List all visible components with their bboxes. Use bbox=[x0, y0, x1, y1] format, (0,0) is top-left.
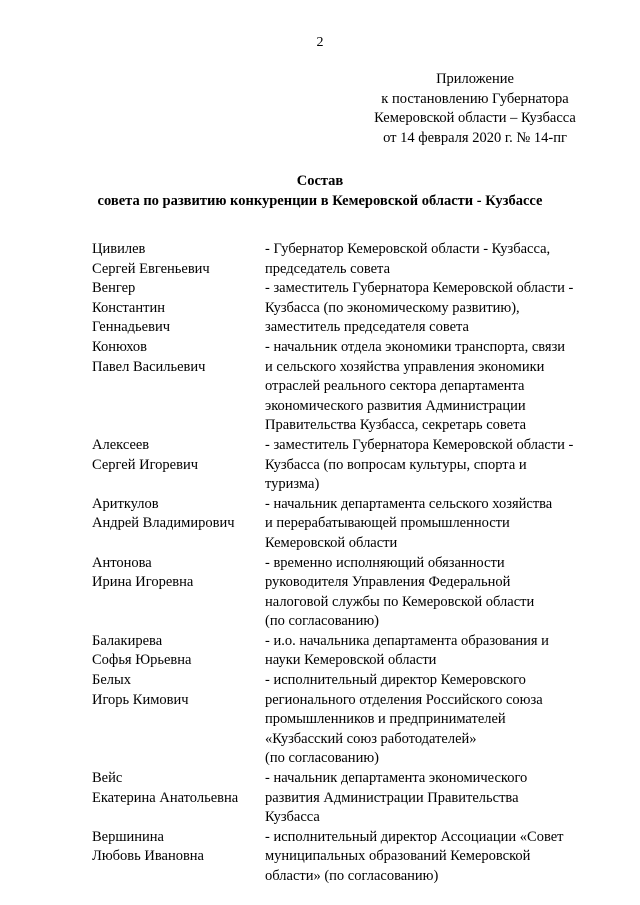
member-role-line: - временно исполняющий обязанности bbox=[265, 554, 505, 571]
member-role-line: развития Администрации Правительства bbox=[265, 789, 519, 806]
member-role bbox=[265, 554, 605, 632]
member-role bbox=[265, 240, 605, 279]
title-line-1: Состав bbox=[296, 173, 344, 189]
member-role bbox=[265, 436, 605, 495]
member-role bbox=[265, 279, 605, 338]
member-role-line: - и.о. начальника департамента образования и bbox=[265, 632, 549, 649]
member-role-line: заместитель председателя совета bbox=[265, 319, 469, 336]
member-role-line: отраслей реального сектора департамента bbox=[265, 378, 525, 395]
member-role bbox=[265, 495, 605, 554]
page-number: 2 bbox=[316, 35, 324, 50]
member-name-line: Ариткулов bbox=[92, 495, 159, 512]
member-role bbox=[265, 769, 605, 828]
member-row bbox=[92, 240, 612, 279]
member-role-line: - начальник департамента сельского хозяйства bbox=[265, 495, 553, 512]
member-name bbox=[92, 554, 265, 632]
member-name-line: Балакирева bbox=[92, 632, 163, 649]
member-name-line: Конюхов bbox=[92, 338, 148, 355]
member-name-line: Вейс bbox=[92, 770, 123, 787]
member-name bbox=[92, 828, 265, 887]
member-name bbox=[92, 436, 265, 495]
member-name-line: Павел Васильевич bbox=[92, 358, 206, 375]
member-role-line: налоговой службы по Кемеровской области bbox=[265, 593, 535, 610]
member-role-line: - заместитель Губернатора Кемеровской области - bbox=[265, 436, 574, 453]
member-name-line: Алексеев bbox=[92, 436, 150, 453]
member-role-line: - начальник департамента экономического bbox=[265, 770, 528, 787]
member-role-line: и сельского хозяйства управления экономики bbox=[265, 358, 545, 375]
member-name bbox=[92, 632, 265, 671]
member-role-line: науки Кемеровской области bbox=[265, 652, 437, 669]
member-role bbox=[265, 828, 605, 887]
appendix-line: Кемеровской области – Кузбасса bbox=[374, 110, 576, 126]
member-role-line: руководителя Управления Федеральной bbox=[265, 574, 511, 591]
member-row bbox=[92, 495, 612, 554]
member-role-line: (по согласованию) bbox=[265, 613, 379, 630]
member-role-line: Кузбасса bbox=[265, 809, 320, 826]
appendix-line: к постановлению Губернатора bbox=[381, 90, 569, 107]
member-role-line: туризма) bbox=[265, 476, 320, 493]
member-name-line: Венгер bbox=[92, 280, 136, 297]
member-role-line: (по согласованию) bbox=[265, 750, 379, 767]
member-name-line: Вершинина bbox=[92, 828, 164, 845]
member-role-line: - исполнительный директор Ассоциации «Совет bbox=[265, 828, 564, 845]
member-row bbox=[92, 436, 612, 495]
member-role-line: - исполнительный директор Кемеровского bbox=[265, 672, 526, 689]
member-role-line: Кемеровской области bbox=[265, 534, 398, 551]
appendix-line: от 14 февраля 2020 г. № 14-пг bbox=[383, 129, 567, 146]
member-role-line: регионального отделения Российского союза bbox=[265, 691, 543, 708]
member-role-line: «Кузбасский союз работодателей» bbox=[265, 730, 477, 747]
member-name-line: Сергей Игоревич bbox=[92, 456, 199, 473]
member-role bbox=[265, 338, 605, 436]
member-row bbox=[92, 554, 612, 632]
member-name bbox=[92, 338, 265, 436]
member-role-line: экономического развития Администрации bbox=[265, 397, 526, 414]
member-name-line: Белых bbox=[92, 672, 131, 689]
member-row bbox=[92, 828, 612, 887]
member-name bbox=[92, 240, 265, 279]
member-role-line: Кузбасса (по вопросам культуры, спорта и bbox=[265, 456, 527, 473]
members-list bbox=[92, 240, 612, 887]
member-name bbox=[92, 495, 265, 554]
member-role-line: промышленников и предпринимателей bbox=[265, 711, 506, 728]
member-name-line: Игорь Кимович bbox=[92, 691, 189, 708]
appendix-line: Приложение bbox=[436, 71, 514, 87]
member-name bbox=[92, 279, 265, 338]
member-role bbox=[265, 632, 605, 671]
member-role-line: области» (по согласованию) bbox=[265, 868, 439, 884]
member-role-line: муниципальных образований Кемеровской bbox=[265, 848, 531, 865]
member-row bbox=[92, 632, 612, 671]
member-name-line: Геннадьевич bbox=[92, 319, 170, 336]
member-role bbox=[265, 671, 605, 769]
member-role-line: - Губернатор Кемеровской области - Кузбасса, bbox=[265, 241, 551, 257]
member-role-line: - заместитель Губернатора Кемеровской области - bbox=[265, 280, 574, 297]
member-row bbox=[92, 279, 612, 338]
member-row bbox=[92, 769, 612, 828]
member-name-line: Любовь Ивановна bbox=[92, 848, 204, 865]
document-title bbox=[0, 171, 640, 211]
member-role-line: Правительства Кузбасса, секретарь совета bbox=[265, 417, 527, 434]
member-name bbox=[92, 671, 265, 769]
member-name-line: Константин bbox=[92, 299, 165, 316]
title-line-2: совета по развитию конкуренции в Кемеровской области - Кузбассе bbox=[97, 193, 543, 209]
member-role-line: Кузбасса (по экономическому развитию), bbox=[265, 299, 520, 316]
member-name-line: Ирина Игоревна bbox=[92, 574, 194, 591]
member-name-line: Андрей Владимирович bbox=[92, 515, 235, 532]
member-role-line: председатель совета bbox=[265, 260, 391, 277]
member-name-line: Софья Юрьевна bbox=[92, 652, 192, 669]
member-name-line: Цивилев bbox=[92, 241, 146, 257]
member-row bbox=[92, 671, 612, 769]
member-role-line: и перерабатывающей промышленности bbox=[265, 515, 510, 532]
member-name-line: Екатерина Анатольевна bbox=[92, 789, 239, 806]
appendix-header bbox=[350, 70, 600, 148]
member-name-line: Сергей Евгеньевич bbox=[92, 260, 210, 277]
member-name bbox=[92, 769, 265, 828]
member-role-line: - начальник отдела экономики транспорта, связи bbox=[265, 338, 566, 355]
member-name-line: Антонова bbox=[92, 554, 152, 571]
member-row bbox=[92, 338, 612, 436]
